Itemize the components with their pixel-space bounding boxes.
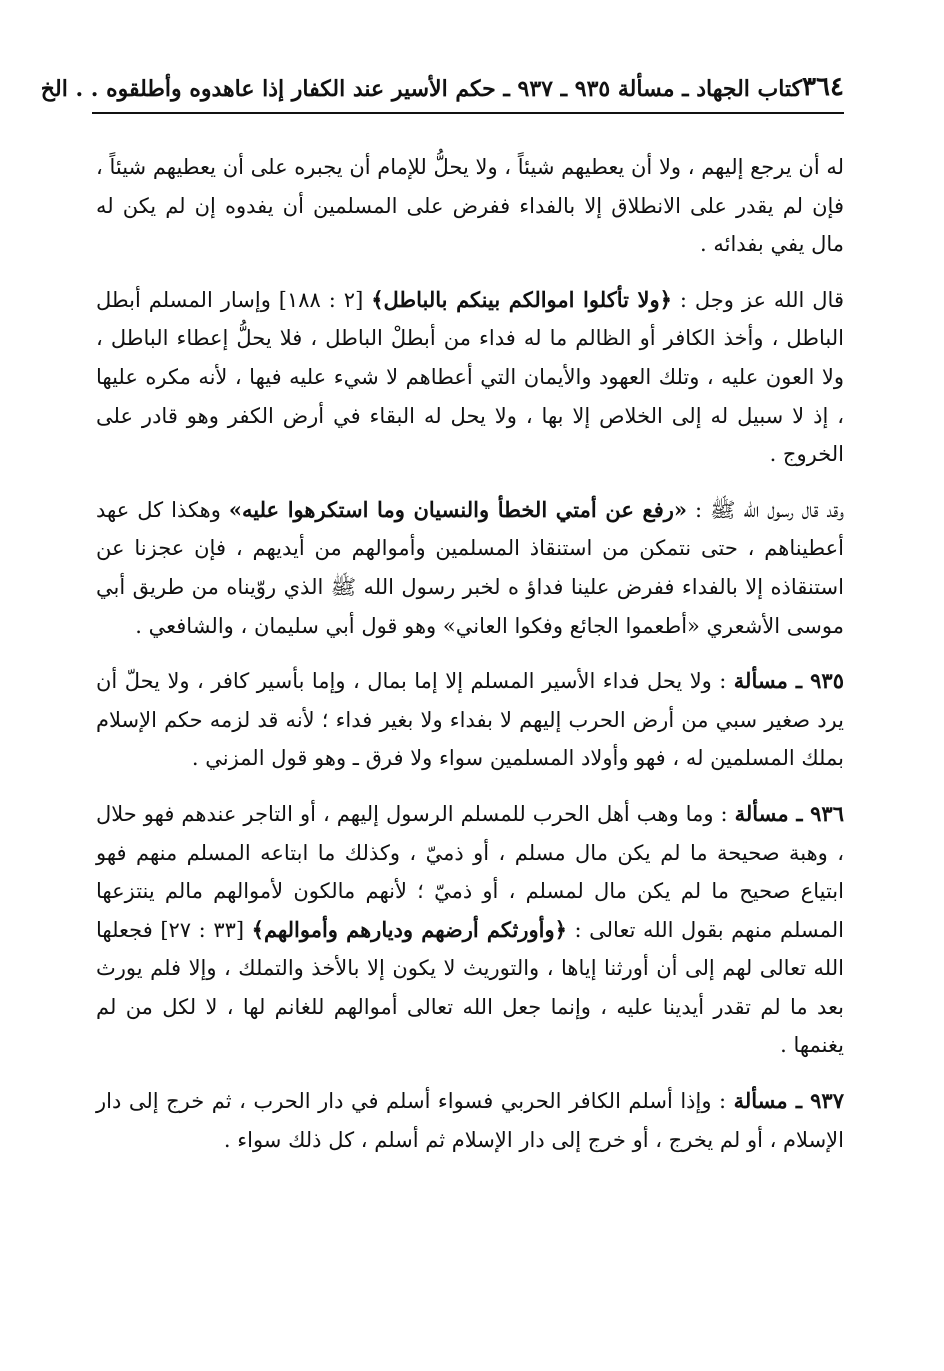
running-header [40, 66, 844, 114]
issue-text: : وإذا أسلم الكافر الحربي فسواء أسلم في دار الحرب ، ثم خرج إلى دار الإسلام ، أو لم يخرج ، أو خرج إلى دار الإسلام ثم أسلم ، كل ذلك سواء . [96, 1089, 844, 1152]
issue-text: : ولا يحل فداء الأسير المسلم إلا إما بمال ، وإما بأسير كافر ، ولا يحلّ أن يرد صغير سبي من أرض الحرب إليهم لا بفداء ولا بغير فداء ؛ لأنه قد لزمه حكم الإسلام بملك المسلمين له ، فهو وأولاد المسلمين سواء ولا فرق ـ وهو قول المزني . [96, 669, 844, 771]
issue-number: ٩٣٦ ـ [788, 800, 844, 826]
paragraph-intro: وقد قال رسول الله ﷺ : [687, 497, 844, 522]
quran-quote: ﴿وأورثكم أرضهم وديارهم وأموالهم﴾ [251, 916, 567, 942]
issue-number: ٩٣٧ ـ [787, 1088, 844, 1114]
paragraph-quran-citation [96, 281, 844, 474]
issue-936 [96, 795, 844, 1065]
body-text [96, 148, 844, 1176]
issue-label: مسألة [733, 1088, 788, 1114]
hadith-quote: «رفع عن أمتي الخطأ والنسيان وما استكرهوا عليه» [228, 496, 688, 522]
paragraph-text: [٢ : ١٨٨] وإسار المسلم أبطل الباطل ، وأخذ الكافر أو الظالم ما له فداء من أبطلْ الباطل ، فلا يحلُّ إعطاء الباطل ، ولا العون عليه ، وتلك العهود والأيمان التي أعطاهم لا شيء عليه فيها ، لأنه مكره عليها ، إذ لا سبيل له إلى الخلاص إلا بها ، ولا يحل له البقاء في أرض الكفر وهو قادر على الخروج . [96, 287, 844, 467]
running-title: كتاب الجهاد ـ مسألة ٩٣٥ ـ ٩٣٧ ـ حكم الأسير عند الكفار إذا عاهدوه وأطلقوه . . الخ [40, 76, 803, 102]
paragraph-text: له أن يرجع إليهم ، ولا أن يعطيهم شيئاً ، ولا يحلُّ للإمام أن يجبره على أن يعطيهم شيئاً ، فإن لم يقدر على الانطلاق إلا بالفداء ففرض على المسلمين أن يفدوه إن لم يكن له مال يفي بفدائه . [96, 155, 844, 257]
issue-label: مسألة [733, 668, 788, 694]
paragraph-text: وهكذا كل عهد أعطيناهم ، حتى نتمكن من استنقاذ المسلمين وأموالهم من أيديهم ، فإن عجزنا عن استنقاذه إلا بالفداء ففرض علينا فداؤ ه لخبر رسول الله ﷺ الذي روّيناه من طريق أبي موسى الأشعري «أطعموا الجائع وفكوا العاني» وهو قول أبي سليمان ، والشافعي . [96, 497, 844, 638]
issue-label: مسألة [734, 800, 789, 826]
issue-937 [96, 1082, 844, 1159]
paragraph-intro: قال الله عز وجل : [671, 287, 844, 312]
issue-935 [96, 662, 844, 778]
issue-text: : وما وهب أهل الحرب للمسلم الرسول إليهم ، أو التاجر عندهم فهو حلال ، وهبة صحيحة ما لم يكن مال مسلم ، أو ذميّ ، وكذلك ما ابتاعه المسلم منهم فهو ابتياع صحيح ما لم يكن مال لمسلم ، أو ذميّ ؛ لأنهم مالكون لأموالهم مالم ينتزعها المسلم منهم بقول الله تعالى : [96, 801, 844, 942]
quran-quote: ﴿ولا تأكلوا اموالكم بينكم بالباطل﴾ [371, 286, 672, 312]
paragraph-continuation [96, 148, 844, 264]
issue-number: ٩٣٥ ـ [787, 668, 844, 694]
issue-text-continued: [٣٣ : ٢٧] فجعلها الله تعالى لهم إلى أن أورثنا إياها ، والتوريث لا يكون إلا بالأخذ والتملك ، وإلا فلم يورث بعد ما لم تقدر أيدينا عليه ، وإنما جعل الله تعالى أموالهم للغانم لها ، لا لكل من لم يغنمها . [96, 917, 844, 1058]
paragraph-hadith-citation [96, 491, 844, 645]
page-number: ٣٦٤ [802, 72, 844, 102]
